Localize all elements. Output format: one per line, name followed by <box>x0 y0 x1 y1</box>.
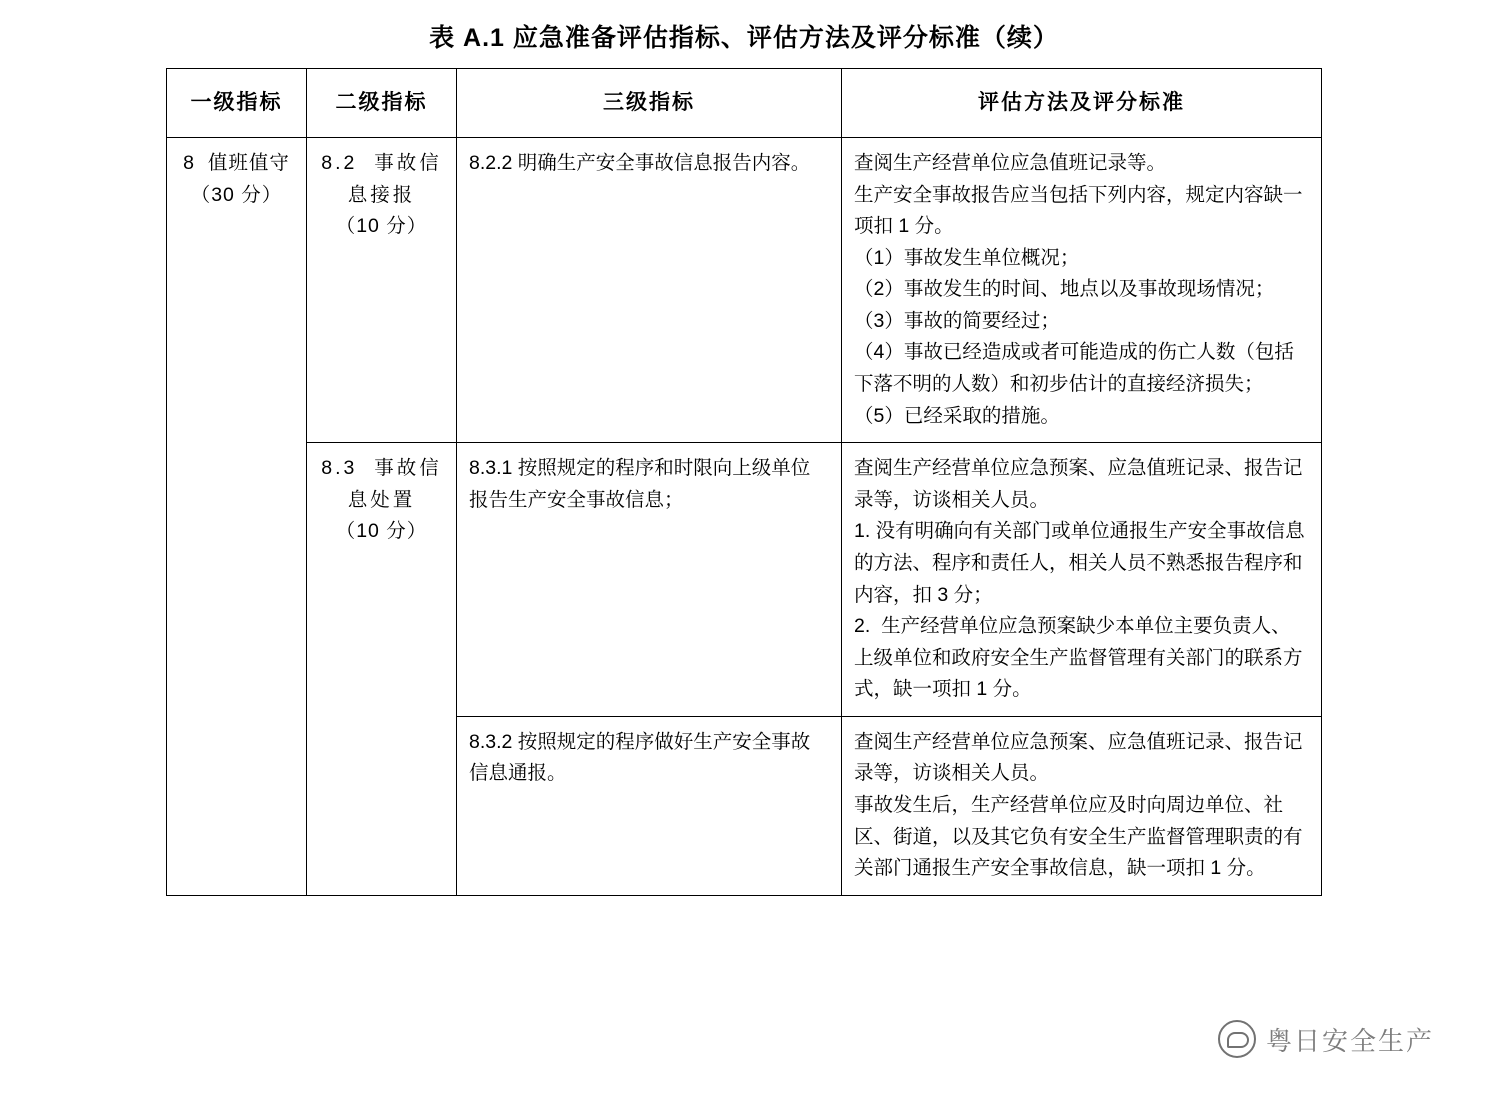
level3-indicator-832: 8.3.2 按照规定的程序做好生产安全事故信息通报。 <box>457 716 842 895</box>
level1-line-1: 8 值班值守 <box>183 152 290 174</box>
criteria-line: 查阅生产经营单位应急值班记录等。 <box>854 152 1167 174</box>
criteria-cell-831 <box>842 443 1322 717</box>
criteria-line: 查阅生产经营单位应急预案、应急值班记录、报告记录等，访谈相关人员。 <box>854 457 1303 511</box>
watermark-text: 粤日安全生产 <box>1265 1025 1434 1056</box>
criteria-line: （3）事故的简要经过； <box>854 309 1060 332</box>
column-header-level1: 一级指标 <box>167 69 307 138</box>
wechat-logo-icon <box>1218 1020 1256 1058</box>
column-header-level3: 三级指标 <box>457 69 842 138</box>
level3-indicator-831: 8.3.1 按照规定的程序和时限向上级单位报告生产安全事故信息； <box>457 443 842 717</box>
level1-indicator-cell <box>167 138 307 896</box>
level2-83-line-1: 8.3 事故信 <box>321 457 442 480</box>
table-header-row <box>167 69 1322 138</box>
criteria-line: （4）事故已经造成或者可能造成的伤亡人数（包括下落不明的人数）和初步估计的直接经济损失； <box>854 341 1294 396</box>
page-title: 表 A.1 应急准备评估指标、评估方法及评分标准（续） <box>429 24 1059 52</box>
column-header-level2: 二级指标 <box>307 69 457 138</box>
assessment-table <box>166 68 1322 896</box>
criteria-line: 生产安全事故报告应当包括下列内容，规定内容缺一项扣 1 分。 <box>854 183 1303 238</box>
level2-82-line-2: 息接报 <box>347 183 416 206</box>
criteria-line: 1. 没有明确向有关部门或单位通报生产安全事故信息的方法、程序和责任人，相关人员不熟悉报告程序和内容，扣 3 分； <box>854 520 1305 606</box>
level2-83-line-2: 息处置 <box>347 488 416 511</box>
column-header-criteria: 评估方法及评分标准 <box>842 69 1322 138</box>
level3-indicator-822: 8.2.2 明确生产安全事故信息报告内容。 <box>457 138 842 443</box>
criteria-line: （5）已经采取的措施。 <box>854 404 1060 427</box>
criteria-line: （2）事故发生的时间、地点以及事故现场情况； <box>854 278 1275 301</box>
level2-indicator-cell-83 <box>307 443 457 896</box>
level2-82-line-3: （10 分） <box>335 215 428 238</box>
criteria-cell-832 <box>842 716 1322 895</box>
criteria-line: 2. 生产经营单位应急预案缺少本单位主要负责人、上级单位和政府安全生产监督管理有关部门的联系方式，缺一项扣 1 分。 <box>854 615 1303 701</box>
criteria-line: 事故发生后，生产经营单位应及时向周边单位、社区、街道，以及其它负有安全生产监督管理职责的有关部门通报生产安全事故信息，缺一项扣 1 分。 <box>854 793 1303 880</box>
watermark <box>1218 1020 1434 1058</box>
table-row <box>167 443 1322 717</box>
criteria-line: （1）事故发生单位概况； <box>854 246 1080 269</box>
criteria-cell-822 <box>842 138 1322 443</box>
criteria-line: 查阅生产经营单位应急预案、应急值班记录、报告记录等，访谈相关人员。 <box>854 730 1303 785</box>
level2-indicator-cell-82 <box>307 138 457 443</box>
level2-83-line-3: （10 分） <box>335 520 428 543</box>
level2-82-line-1: 8.2 事故信 <box>321 152 442 174</box>
level1-line-2: （30 分） <box>190 183 283 206</box>
table-row <box>167 138 1322 443</box>
